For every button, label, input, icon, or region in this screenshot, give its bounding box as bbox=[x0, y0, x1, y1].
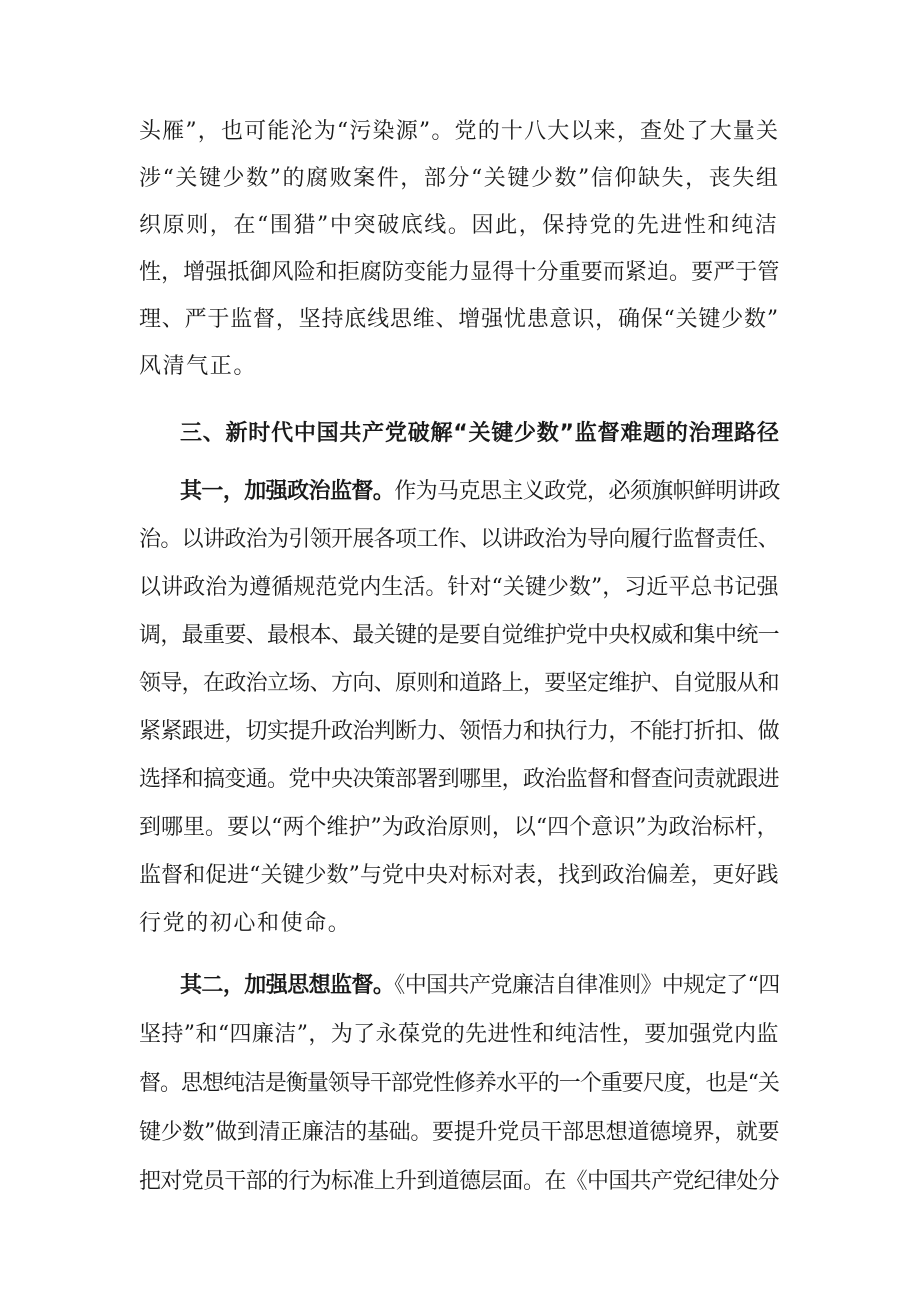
paragraph-2-line-6: 紧紧跟进，切实提升政治判断力、领悟力和执行力，不能打折扣、做 bbox=[139, 719, 780, 744]
paragraph-3-line-2: 坚持”和“四廉洁”，为了永葆党的先进性和纯洁性，要加强党内监 bbox=[139, 1022, 779, 1047]
paragraph-3-lead: 其二，加强思想监督。 bbox=[180, 973, 395, 998]
section-heading: 三、新时代中国共产党破解“关键少数”监督难题的治理路径 bbox=[180, 421, 780, 446]
paragraph-3-first-rest: 《中国共产党廉洁自律准则》中规定了“四 bbox=[394, 973, 780, 998]
paragraph-1-line-4: 性，增强抵御风险和拒腐防变能力显得十分重要而紧迫。要严于管 bbox=[139, 260, 780, 285]
paragraph-1-line-1: 头雁”，也可能沦为“污染源”。党的十八大以来，查处了大量关 bbox=[139, 119, 780, 144]
paragraph-2-line-4: 调，最重要、最根本、最关键的是要自觉维护党中央权威和集中统一 bbox=[139, 623, 780, 648]
paragraph-2-line-8: 到哪里。要以“两个维护”为政治原则，以“四个意识”为政治标杆， bbox=[139, 815, 779, 840]
paragraph-3-line-1 bbox=[180, 964, 780, 1008]
paragraph-2-line-5: 领导，在政治立场、方向、原则和道路上，要坚定维护、自觉服从和 bbox=[139, 671, 780, 696]
paragraph-2-line-2: 治。以讲政治为引领开展各项工作、以讲政治为导向履行监督责任、 bbox=[139, 527, 780, 552]
paragraph-2-line-3: 以讲政治为遵循规范党内生活。针对“关键少数”，习近平总书记强 bbox=[139, 575, 779, 600]
paragraph-2-line-7: 选择和搞变通。党中央决策部署到哪里，政治监督和督查问责就跟进 bbox=[139, 767, 780, 792]
paragraph-3-line-3: 督。思想纯洁是衡量领导干部党性修养水平的一个重要尺度，也是“关 bbox=[139, 1071, 779, 1096]
paragraph-2-line-10: 行党的初心和使命。 bbox=[139, 911, 352, 936]
paragraph-2-line-9: 监督和促进“关键少数”与党中央对标对表，找到政治偏差，更好践 bbox=[139, 863, 779, 888]
paragraph-1-line-2: 涉“关键少数”的腐败案件，部分“关键少数”信仰缺失，丧失组 bbox=[139, 166, 780, 191]
paragraph-3-line-5: 把对党员干部的行为标准上升到道德层面。在《中国共产党纪律处分 bbox=[139, 1169, 780, 1194]
paragraph-2-lead: 其一，加强政治监督。 bbox=[180, 479, 395, 504]
paragraph-2-line-1 bbox=[180, 470, 780, 514]
paragraph-2-first-rest: 作为马克思主义政党，必须旗帜鲜明讲政 bbox=[394, 479, 780, 504]
paragraph-1-line-5: 理、严于监督，坚持底线思维、增强忧患意识，确保“关键少数” bbox=[139, 307, 779, 332]
paragraph-1-line-6: 风清气正。 bbox=[139, 354, 258, 379]
paragraph-1-line-3: 织原则，在“围猎”中突破底线。因此，保持党的先进性和纯洁 bbox=[139, 213, 779, 238]
paragraph-3-line-4: 键少数”做到清正廉洁的基础。要提升党员干部思想道德境界，就要 bbox=[139, 1120, 780, 1145]
